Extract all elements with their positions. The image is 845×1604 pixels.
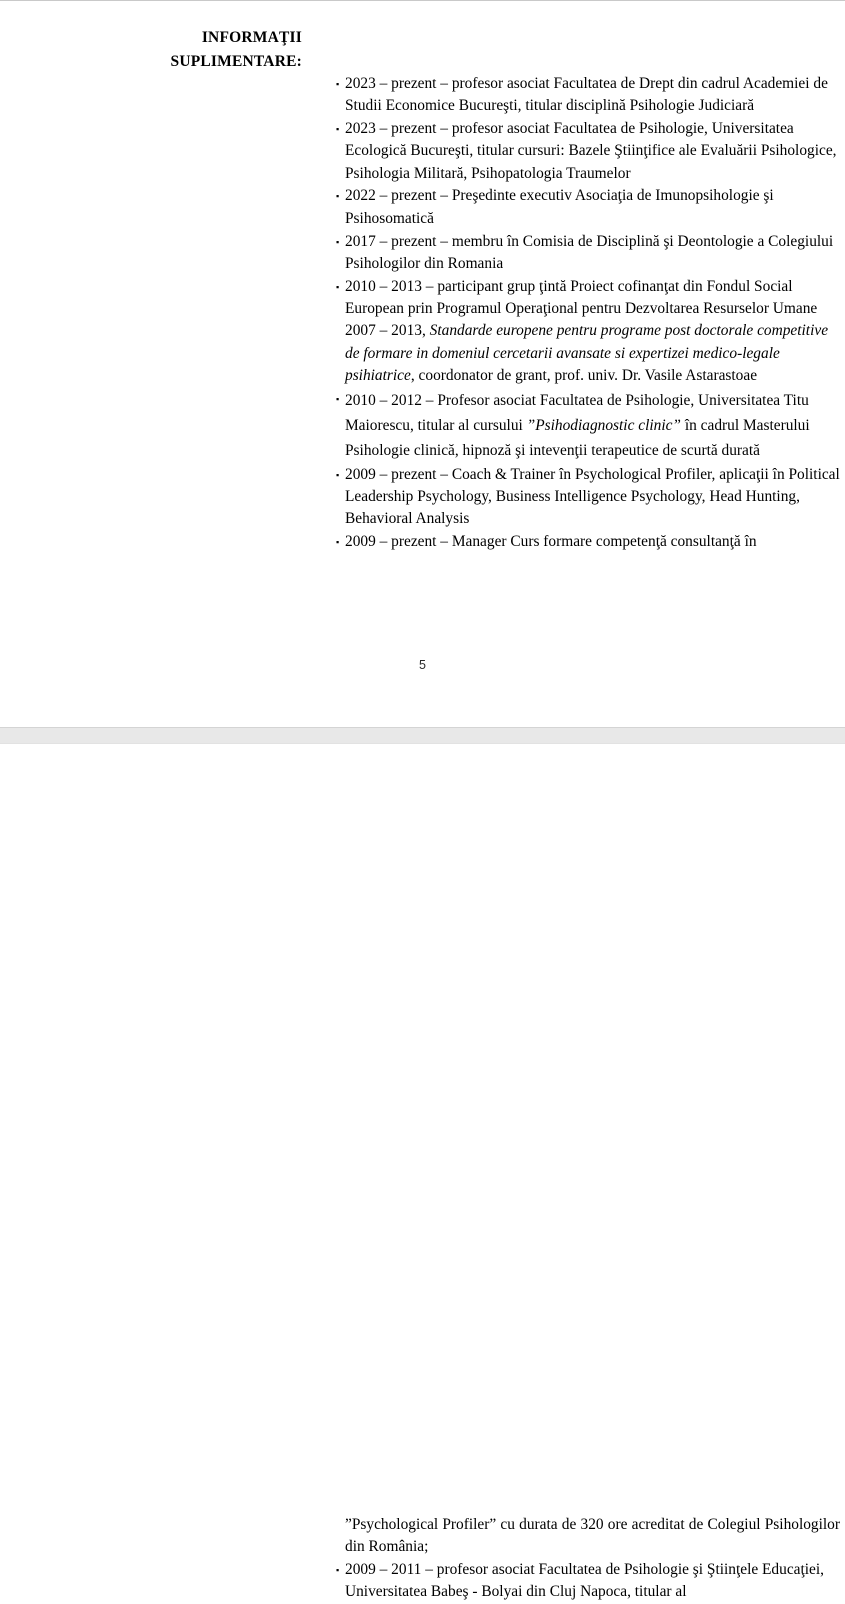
list-item-text: 2023 – prezent – profesor asociat Facultatea de Drept din cadrul Academiei de Studii Economice Bucureşti, titular disciplină Psihologie Judiciară	[345, 75, 828, 115]
list-item-text-emphasis: Standarde europene pentru programe post doctorale competitive de formare in domeniul cercetarii avansate si expertizei medico-legale psihiatrice	[345, 322, 829, 384]
list-item-text: 2009 – prezent – Manager Curs formare competenţă consultanţă în	[345, 533, 757, 551]
page-5-bullet-list	[336, 73, 840, 554]
list-item	[336, 231, 840, 276]
list-item-text: 2023 – prezent – profesor asociat Facultatea de Psihologie, Universitatea Ecologică Bucureşti, titular cursuri: Bazele Ştiinţifice ale Evaluării Psihologice, Psihologia Militară, Psihopatologia Traumelor	[345, 120, 837, 182]
list-item	[336, 185, 840, 230]
document-page-5	[0, 1, 845, 727]
page-number: 5	[419, 658, 426, 672]
list-item-text-after: , coordonator de grant, prof. univ. Dr. Vasile Astarastoae	[410, 366, 758, 384]
list-item	[336, 464, 840, 531]
list-item-text: 2009 – 2011 – profesor asociat Facultatea de Psihologie şi Ştiinţele Educaţiei, Universitatea Babeş - Bolyai din Cluj Napoca, titular al	[345, 1560, 824, 1600]
section-heading-line-2: SUPLIMENTARE:	[170, 53, 302, 70]
list-item	[336, 1559, 840, 1604]
list-item	[336, 276, 840, 387]
bullet-square-icon: ▪	[336, 79, 340, 89]
list-item	[336, 388, 840, 464]
list-item	[336, 118, 840, 185]
bullet-square-icon: ▪	[336, 281, 340, 292]
section-heading-line-1: INFORMAŢII	[201, 29, 302, 46]
page-6-content	[336, 1514, 840, 1604]
section-heading-informatii-suplimentare	[0, 26, 302, 74]
document-page-6	[0, 744, 845, 1600]
list-item-text-emphasis: ”Psihodiagnostic clinic”	[526, 416, 681, 434]
page-break-separator	[0, 727, 845, 744]
bullet-square-icon: ▪	[336, 191, 340, 202]
bullet-square-icon: ▪	[336, 469, 340, 480]
bullet-square-icon: ▪	[336, 124, 340, 135]
list-item-text-before: 2010 – 2013 – participant grup ţintă Proiect cofinanţat din Fondul Social European prin Programul Operaţional pentru Dezvoltarea Resurselor Umane 2007 – 2013,	[345, 277, 818, 340]
list-item-text: 2009 – prezent – Coach & Trainer în Psychological Profiler, aplicaţii în Political Leadership Psychology, Business Intelligence Psychology, Head Hunting, Behavioral Analysis	[345, 465, 840, 528]
list-item-text-before: 2010 – 2012 – Profesor asociat Facultatea de Psihologie, Universitatea Titu Maiorescu, titular al cursului	[345, 391, 809, 434]
bullet-square-icon: ▪	[336, 1564, 340, 1575]
bullet-square-icon: ▪	[336, 393, 340, 404]
list-item	[336, 73, 840, 118]
list-item-text: 2022 – prezent – Preşedinte executiv Asociaţia de Imunopsihologie şi Psihosomatică	[345, 187, 774, 227]
list-item-text-after: în cadrul Masterului Psihologie clinică, hipnoză şi intevenţii terapeutice de scurtă durată	[345, 416, 810, 460]
bullet-square-icon: ▪	[336, 236, 340, 247]
continuation-paragraph: ”Psychological Profiler” cu durata de 320 ore acreditat de Colegiul Psihologilor din România;	[345, 1516, 840, 1556]
list-item-text: 2017 – prezent – membru în Comisia de Disciplină şi Deontologie a Colegiului Psihologilor din Romania	[345, 232, 834, 272]
list-item	[336, 531, 840, 553]
bullet-square-icon: ▪	[336, 537, 340, 548]
